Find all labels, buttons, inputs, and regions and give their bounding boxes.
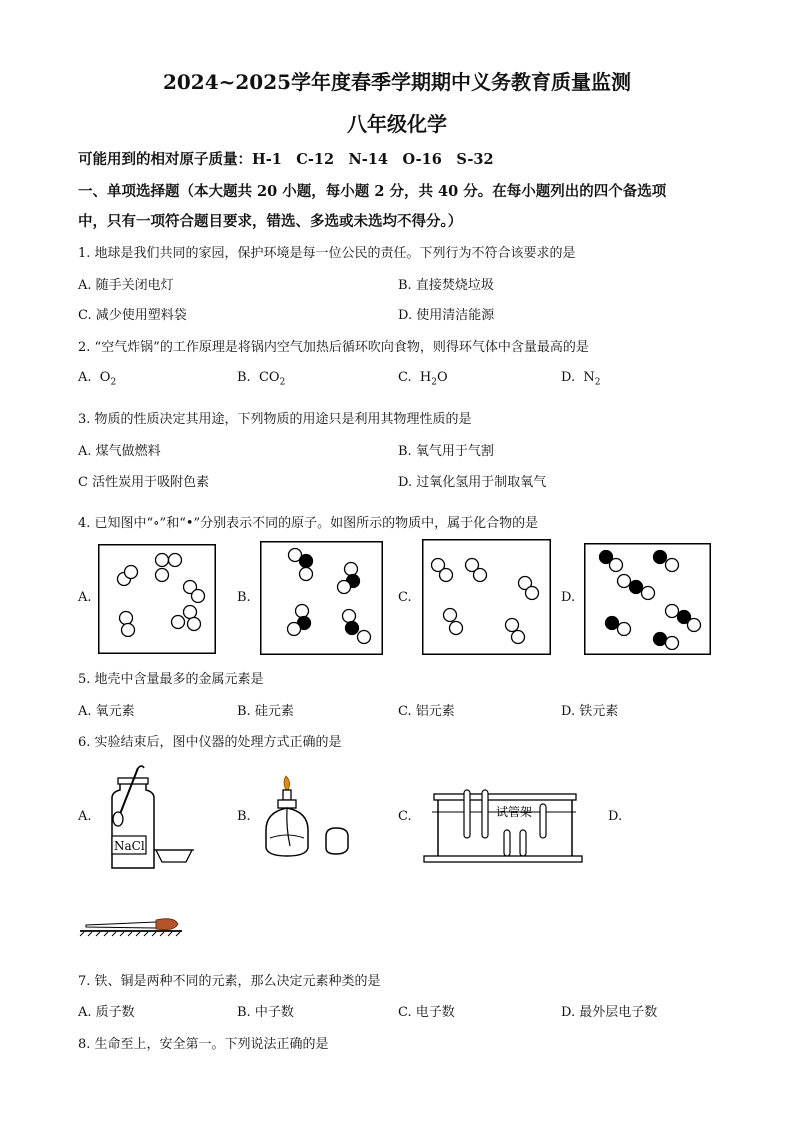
q3-option-c[interactable]: C 活性炭用于吸附色素 — [78, 475, 210, 490]
q2-c-formula: $H_2O$ — [419, 370, 448, 388]
q5-option-d[interactable]: D. 铁元素 — [561, 704, 619, 719]
q6-option-c-label[interactable]: C. — [398, 809, 412, 824]
q3-option-d[interactable]: D. 过氧化氢用于制取氧气 — [398, 475, 547, 490]
q2-b-formula: $CO_2$ — [258, 370, 286, 388]
q8-stem: 8. 生命至上，安全第一。下列说法正确的是 — [78, 1037, 329, 1052]
section-heading-line2: 中，只有一项符合题目要求，错选、多选或未选均不得分。） — [78, 213, 463, 230]
q4-diagram-a — [98, 544, 216, 654]
nacl-label: NaCl — [114, 839, 145, 853]
q4-stem: 4. 已知图中“∘”和“•”分别表示不同的原子。如图所示的物质中，属于化合物的是 — [78, 516, 539, 531]
reagent-bottle-icon — [98, 764, 198, 872]
q2-option-d[interactable] — [561, 370, 600, 388]
q7-option-c[interactable]: C. 电子数 — [398, 1005, 455, 1020]
q5-option-c[interactable]: C. 铝元素 — [398, 704, 455, 719]
q3-stem: 3. 物质的性质决定其用途，下列物质的用途只是利用其物理性质的是 — [78, 412, 472, 427]
q7-option-d[interactable]: D. 最外层电子数 — [561, 1005, 658, 1020]
q2-d-label: D. — [561, 370, 576, 385]
q4-option-b-label[interactable]: B. — [237, 590, 251, 605]
q4-diagram-c — [422, 539, 551, 655]
alcohol-lamp-icon — [256, 776, 356, 864]
section-heading-line1: 一、单项选择题（本大题共 20 小题，每小题 2 分，共 40 分。在每小题列出的四个备选项 — [78, 183, 667, 200]
q2-option-b[interactable] — [237, 370, 285, 388]
q2-option-a[interactable] — [78, 370, 116, 388]
q6-option-d-label[interactable]: D. — [608, 809, 623, 824]
test-tube-rack-icon — [424, 784, 584, 866]
q2-b-label: B. — [237, 370, 251, 385]
q1-option-d[interactable]: D. 使用清洁能源 — [398, 308, 495, 323]
q4-option-d-label[interactable]: D. — [561, 590, 576, 605]
q3-option-a[interactable]: A. 煤气做燃料 — [78, 444, 161, 459]
q2-stem: 2. “空气炸锅”的工作原理是将锅内空气加热后循环吹向食物，则得环气体中含量最高的是 — [78, 340, 589, 355]
q4-diagram-d — [584, 543, 711, 655]
q3-option-b[interactable]: B. 氧气用于气割 — [398, 444, 494, 459]
q2-a-formula: $O_2$ — [99, 370, 117, 388]
q7-option-a[interactable]: A. 质子数 — [78, 1005, 135, 1020]
page-title: 2024~2025学年度春季学期期中义务教育质量监测 — [162, 70, 632, 94]
q6-option-b-label[interactable]: B. — [237, 809, 251, 824]
page-subtitle: 八年级化学 — [347, 112, 447, 136]
q7-stem: 7. 铁、铜是两种不同的元素，那么决定元素种类的是 — [78, 974, 381, 989]
rack-label: 试管架 — [496, 805, 533, 819]
q5-option-b[interactable]: B. 硅元素 — [237, 704, 294, 719]
q4-option-a-label[interactable]: A. — [78, 590, 92, 605]
q6-option-a-label[interactable]: A. — [78, 809, 92, 824]
dropper-icon — [80, 912, 182, 936]
q1-stem: 1. 地球是我们共同的家园，保护环境是每一位公民的责任。下列行为不符合该要求的是 — [78, 246, 576, 261]
q7-option-b[interactable]: B. 中子数 — [237, 1005, 294, 1020]
q4-diagram-b — [260, 541, 383, 655]
q1-option-b[interactable]: B. 直接焚烧垃圾 — [398, 278, 494, 293]
q2-d-formula: $N_2$ — [583, 370, 601, 388]
q2-option-c[interactable] — [398, 370, 448, 388]
q2-a-label: A. — [78, 370, 92, 385]
atomic-masses: 可能用到的相对原子质量：H-1 C-12 N-14 O-16 S-32 — [78, 151, 494, 168]
q6-stem: 6. 实验结束后，图中仪器的处理方式正确的是 — [78, 735, 342, 750]
q4-option-c-label[interactable]: C. — [398, 590, 412, 605]
q5-option-a[interactable]: A. 氧元素 — [78, 704, 135, 719]
q1-option-a[interactable]: A. 随手关闭电灯 — [78, 278, 174, 293]
q5-stem: 5. 地壳中含量最多的金属元素是 — [78, 672, 264, 687]
q2-c-label: C. — [398, 370, 412, 385]
q1-option-c[interactable]: C. 减少使用塑料袋 — [78, 308, 187, 323]
